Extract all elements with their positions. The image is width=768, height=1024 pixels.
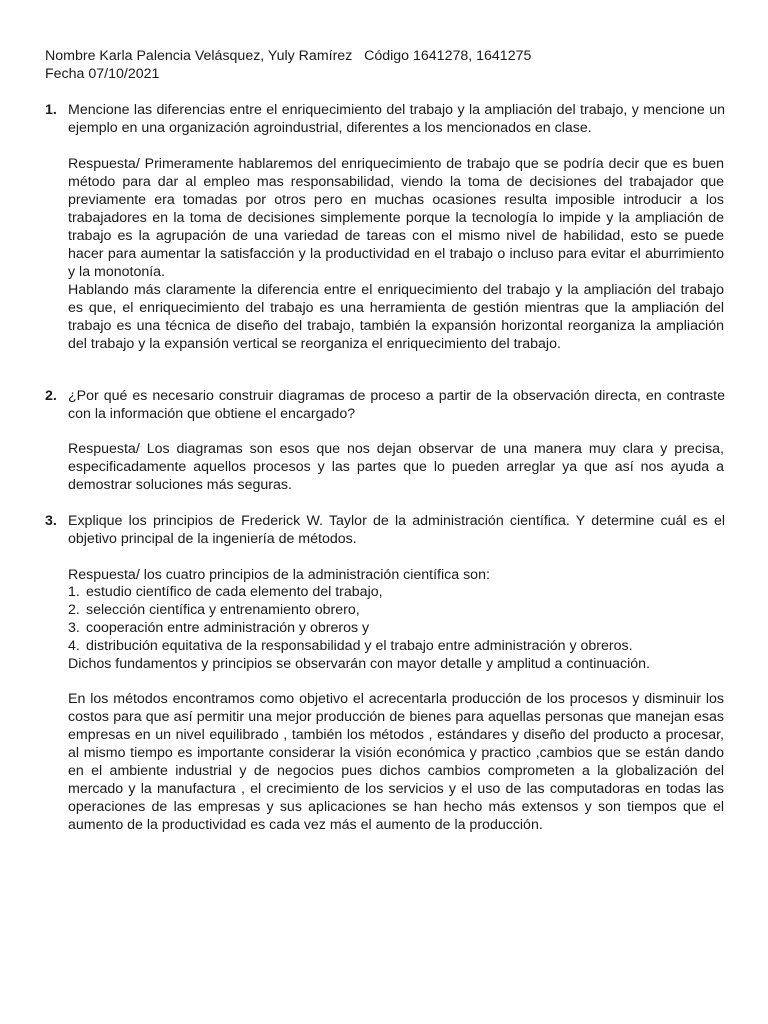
list-item xyxy=(68,637,724,655)
answer-paragraph: Respuesta/ Primeramente hablaremos del enriquecimiento de trabajo que se podría decir que es buen método para dar al empleo mas responsabilidad, viendo la toma de decisiones del trabajador que previamente era tomadas por otros pero en muchas ocasiones resulta imposible introducir a los trabajadores en la toma de decisiones simplemente porque la tecnología lo impide y la ampliación de trabajo es la agrupación de una variedad de tareas con el mismo nivel de habilidad, esto se puede hacer para aumentar la satisfacción y la productividad en el trabajo o incluso para evitar el aburrimiento y la monotonía. xyxy=(68,156,724,280)
question-number: 3. xyxy=(45,513,57,529)
list-item-number: 1. xyxy=(68,584,80,600)
list-item-text: selección científica y entrenamiento obrero, xyxy=(86,602,360,618)
list-item xyxy=(68,601,724,619)
answer-paragraph: Respuesta/ Los diagramas son esos que nos dejan observar de una manera muy clara y precisa, especificadamente aquellos procesos y las partes que lo pueden arreglar ya que así nos ayuda a demostrar soluciones más seguras. xyxy=(68,441,724,493)
question-text: Mencione las diferencias entre el enriquecimiento del trabajo y la ampliación del trabajo, y mencione un ejemplo en una organización agroindustrial, diferentes a los mencionados en clase. xyxy=(68,102,725,136)
answer-paragraph: Hablando más claramente la diferencia entre el enriquecimiento del trabajo y la ampliación del trabajo es que, el enriquecimiento del trabajo es una herramienta de gestión mientras que la ampliación del trabajo es una técnica de diseño del trabajo, también la expansión horizontal reorganiza la ampliación del trabajo y la expansión vertical se reorganiza el enriquecimiento del trabajo. xyxy=(68,282,724,352)
list-item-number: 2. xyxy=(68,602,80,618)
document-header xyxy=(45,47,735,83)
list-item-number: 4. xyxy=(68,638,80,654)
name-line: Nombre Karla Palencia Velásquez, Yuly Ramírez Código 1641278, 1641275 xyxy=(45,48,532,64)
answer-outro: Dichos fundamentos y principios se observarán con mayor detalle y amplitud a continuación. xyxy=(68,656,650,672)
question-text: Explique los principios de Frederick W. Taylor de la administración científica. Y determine cuál es el objetivo principal de la ingeniería de métodos. xyxy=(68,513,725,547)
list-item xyxy=(68,583,724,601)
list-item xyxy=(68,619,724,637)
final-paragraph-block xyxy=(68,690,724,834)
principles-list xyxy=(68,583,724,673)
list-item-text: distribución equitativa de la responsabilidad y el trabajo entre administración y obreros. xyxy=(86,638,633,654)
answer-intro: Respuesta/ los cuatro principios de la administración científica son: xyxy=(68,567,490,583)
date-line: Fecha 07/10/2021 xyxy=(45,66,160,82)
answer-1 xyxy=(68,155,724,353)
list-item-number: 3. xyxy=(68,620,80,636)
list-item-text: estudio científico de cada elemento del trabajo, xyxy=(86,584,383,600)
answer-2 xyxy=(68,440,724,494)
question-2 xyxy=(45,387,725,423)
question-1 xyxy=(45,101,725,137)
question-number: 1. xyxy=(45,102,57,118)
list-item-text: cooperación entre administración y obreros y xyxy=(86,620,370,636)
question-number: 2. xyxy=(45,388,57,404)
question-text: ¿Por qué es necesario construir diagramas de proceso a partir de la observación directa, en contraste con la información que obtiene el encargado? xyxy=(68,388,725,422)
final-paragraph: En los métodos encontramos como objetivo el acrecentarla producción de los procesos y disminuir los costos para que así permitir una mejor producción de bienes para aquellas personas que manejan esas empresas en un nivel equilibrado , también los métodos , estándares y diseño del producto a procesar, al mismo tiempo es importante considerar la visión económica y practico ,cambios que se están dando en el ambiente industrial y de negocios pues dichos cambios comprometen a la globalización del mercado y la manufactura , el crecimiento de los servicios y el uso de las computadoras en todas las operaciones de las empresas y sus aplicaciones se han hecho más extensos y son tiempos que el aumento de la productividad es cada vez más el aumento de la producción. xyxy=(68,691,724,833)
question-3 xyxy=(45,512,725,548)
answer-3 xyxy=(68,566,724,584)
